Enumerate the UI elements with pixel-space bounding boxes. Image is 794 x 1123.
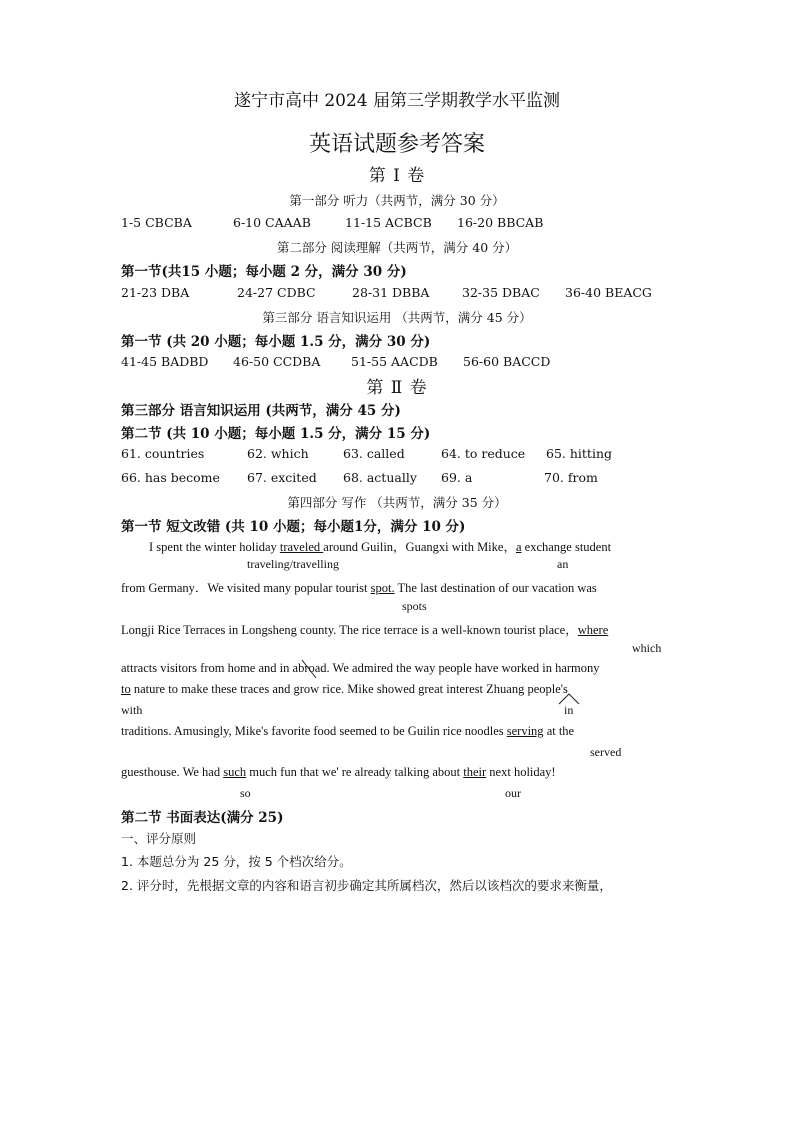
essay-text: Zhuang people's: [486, 682, 568, 696]
correction: so: [240, 786, 251, 800]
essay-text: at the: [543, 724, 575, 738]
fill-answer: 67. excited: [247, 470, 317, 485]
correction: with: [121, 703, 143, 717]
correction: traveling/travelling: [247, 557, 339, 571]
answer-group: 11-15 ACBCB: [345, 215, 432, 230]
vol2-part3-heading: 第三部分 语言知识运用 (共两节，满分 45 分): [121, 403, 401, 419]
correction: in: [564, 703, 574, 717]
fill-answer: 65. hitting: [546, 446, 612, 461]
essay-line-7: [121, 765, 556, 780]
essay-text: traditions. Amusingly, Mike's favorite food seemed to be Guilin rice noodles: [121, 724, 507, 738]
answer-group: 36-40 BEACG: [565, 285, 652, 300]
principles-title: 一、评分原则: [121, 831, 197, 846]
essay-text: from Germany．We visited many popular tourist: [121, 581, 371, 595]
correction: which: [632, 641, 662, 655]
answer-group: 41-45 BADBD: [121, 354, 209, 369]
fill-answer: 69. a: [441, 470, 473, 485]
volume-2-label: 第 Ⅱ 卷: [366, 378, 428, 398]
answer-group: 46-50 CCDBA: [233, 354, 321, 369]
essay-text: I spent the winter holiday: [149, 540, 280, 554]
error-word: serving: [506, 724, 544, 738]
correction: served: [590, 745, 622, 759]
fill-answer: 63. called: [343, 446, 405, 461]
essay-text: Longji Rice Terraces in Longsheng county. The rice terrace is a well-known tourist place，: [121, 623, 578, 637]
error-word: their: [463, 765, 487, 779]
correction: spots: [402, 599, 427, 613]
correction: an: [557, 557, 569, 571]
answer-group: 28-31 DBBA: [352, 285, 430, 300]
error-word: a: [515, 540, 522, 554]
essay-line-2: [121, 578, 597, 596]
exam-title: 遂宁市高中 2024 届第三学期教学水平监测: [233, 91, 561, 111]
part4-heading: 第四部分 写作 （共两节，满分 35 分）: [287, 495, 507, 510]
part3-heading: 第三部分 语言知识运用 （共两节，满分 45 分）: [262, 310, 532, 325]
fill-answer: 68. actually: [343, 470, 417, 485]
error-word: traveled: [279, 540, 324, 554]
answer-group: 51-55 AACDB: [351, 354, 438, 369]
fill-answer: 64. to reduce: [441, 446, 526, 461]
part3-section1-heading: 第一节 (共 20 小题；每小题 1.5 分，满分 30 分): [121, 334, 431, 350]
error-word-deleted: in: [279, 661, 290, 675]
part4-section2-heading: 第二节 书面表达(满分 25): [121, 810, 284, 826]
fill-answer: 61. countries: [121, 446, 205, 461]
answer-group: 56-60 BACCD: [463, 354, 551, 369]
fill-answer: 62. which: [247, 446, 309, 461]
essay-text: abroad. We admired the way people have worked in harmony: [289, 661, 600, 675]
answer-group: 16-20 BBCAB: [457, 215, 544, 230]
essay-text: nature to make these traces and grow rice. Mike showed great interest: [130, 682, 487, 696]
volume-1-label: 第 Ⅰ 卷: [368, 166, 426, 186]
essay-line-6: [121, 724, 574, 739]
essay-text: The last destination of our vacation was: [394, 581, 597, 595]
essay-text: around Guilin，Guangxi with Mike，: [323, 540, 516, 554]
fill-answer: 70. from: [544, 470, 598, 485]
part2-section1-heading: 第一节(共15 小题；每小题 2 分，满分 30 分): [121, 264, 407, 280]
answer-group: 6-10 CAAAB: [233, 215, 311, 230]
principle-1: 1. 本题总分为 25 分，按 5 个档次给分。: [121, 854, 352, 869]
principle-2: 2. 评分时，先根据文章的内容和语言初步确定其所属档次，然后以该档次的要求来衡量，: [121, 878, 612, 893]
error-word: where: [577, 623, 609, 637]
essay-text: exchange student: [521, 540, 612, 554]
essay-text: attracts visitors from home and: [121, 661, 280, 675]
error-word: spot.: [370, 581, 395, 595]
fill-answer: 66. has become: [121, 470, 220, 485]
answer-group: 32-35 DBAC: [462, 285, 540, 300]
part1-heading: 第一部分 听力（共两节，满分 30 分）: [289, 193, 505, 208]
answer-group: 21-23 DBA: [121, 285, 190, 300]
delete-mark-icon: [300, 658, 318, 680]
essay-text: next holiday!: [486, 765, 556, 779]
part2-heading: 第二部分 阅读理解（共两节，满分 40 分）: [276, 240, 518, 255]
essay-text: guesthouse. We had: [121, 765, 224, 779]
error-word: such: [223, 765, 247, 779]
essay-line-5: [121, 682, 568, 697]
essay-line-1: [149, 537, 611, 555]
essay-text: much fun that we' re already talking about: [246, 765, 464, 779]
vol2-part3-section2-heading: 第二节 (共 10 小题；每小题 1.5 分，满分 15 分): [121, 426, 431, 442]
part4-section1-heading: 第一节 短文改错 (共 10 小题；每小题1分，满分 10 分): [121, 519, 466, 535]
answer-key-title: 英语试题参考答案: [308, 132, 485, 157]
error-word: to: [121, 682, 131, 696]
correction: our: [505, 786, 521, 800]
answer-group: 1-5 CBCBA: [121, 215, 192, 230]
answer-group: 24-27 CDBC: [237, 285, 316, 300]
essay-line-3: [121, 620, 608, 638]
essay-line-4: [121, 661, 600, 676]
